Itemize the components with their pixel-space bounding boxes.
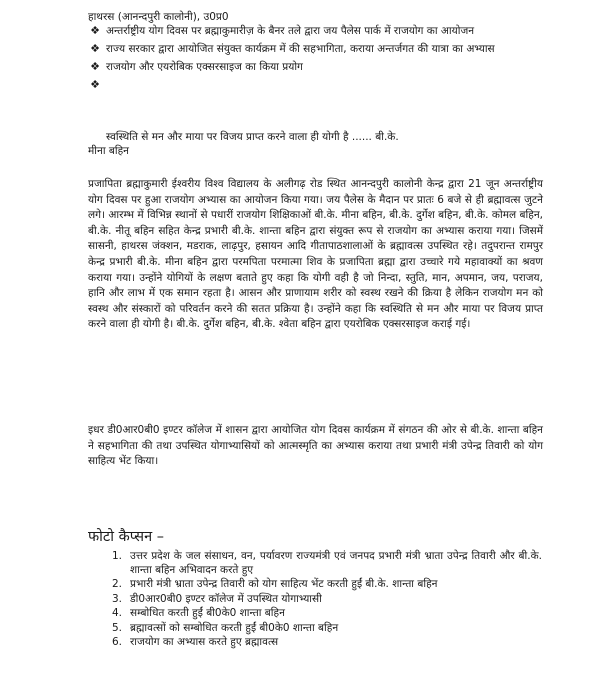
photo-caption-title: फोटो कैप्सन –	[88, 529, 165, 545]
highlight-item	[88, 60, 543, 74]
caption-item	[112, 593, 542, 607]
caption-item	[112, 550, 542, 577]
caption-number: 4.	[112, 607, 123, 619]
caption-text: राजयोग का अभ्यास करते हुए ब्रह्मावत्स	[130, 636, 279, 648]
caption-item	[112, 622, 542, 636]
caption-number: 2.	[112, 578, 123, 590]
diamond-bullet-icon: ❖	[90, 24, 100, 37]
caption-text: उत्तर प्रदेश के जल संसाधन, वन, पर्यावरण राज्यमंत्री एवं जनपद प्रभारी मंत्री भ्राता उपेन्द्र तिवारी और बी.के. शान्ता बहिन अभिवादन करते हुए	[130, 550, 542, 576]
location-header: हाथरस (आनन्दपुरी कालोनी), उ0प्र0	[88, 11, 229, 23]
diamond-bullet-icon: ❖	[90, 42, 100, 55]
highlight-text: राज्य सरकार द्वारा आयोजित संयुक्त कार्यक्रम में की सहभागिता, कराया अन्तर्जगत की यात्रा का अभ्यास	[106, 43, 495, 55]
photo-caption-list	[112, 550, 542, 651]
quote-headline	[88, 130, 543, 158]
caption-number: 1.	[112, 550, 123, 562]
caption-number: 6.	[112, 636, 123, 648]
caption-text: डी0आर0बी0 इण्टर कॉलेज में उपस्थित योगाभ्यासी	[130, 592, 322, 605]
highlight-item	[88, 24, 543, 38]
diamond-bullet-icon: ❖	[90, 60, 100, 73]
caption-number: 3.	[112, 592, 123, 605]
highlight-text: राजयोग और एयरोबिक एक्सरसाइज का किया प्रयोग	[106, 61, 303, 73]
body-paragraph-2: इधर डी0आर0बी0 इण्टर कॉलेज में शासन द्वारा आयोजित योग दिवस कार्यक्रम में संगठन की ओर से बी.के. शान्ता बहिन ने सहभागिता की तथा उपस्थित योगाभ्यासियों को आत्मस्मृति का अभ्यास कराया तथा प्रभारी मंत्री उपेन्द्र तिवारी को योग साहित्य भेंट किया।	[88, 424, 543, 468]
caption-item	[112, 578, 542, 592]
highlight-item	[88, 42, 543, 56]
highlight-text: अन्तर्राष्ट्रीय योग दिवस पर ब्रह्माकुमारीज़ के बैनर तले द्वारा जय पैलेस पार्क में राजयोग का आयोजन	[106, 25, 475, 37]
caption-text: सम्बोधित करती हुईं बी0के0 शान्ता बहिन	[130, 607, 285, 619]
quote-line-2: मीना बहिन	[88, 145, 130, 157]
body-paragraph-1: प्रजापिता ब्रह्माकुमारी ईश्वरीय विश्व विद्यालय के अलीगढ़ रोड स्थित आनन्दपुरी कालोनी केन्द्र द्वारा 21 जून अन्तर्राष्ट्रीय योग दिवस पर हुआ राजयोग अभ्यास का आयोजन किया गया। जय पैलेस के मैदान पर प्रातः 6 बजे से ही ब्रह्मावत्स जुटने लगे। आरम्भ में विभिन्न स्थानों से पधारीं राजयोग शिक्षिकाओं बी.के. मीना बहिन, बी.के. दुर्गेश बहिन, बी.के. कोमल बहिन, बी.के. नीतू बहिन सहित केन्द्र प्रभारी बी.के. शान्ता बहिन द्वारा संयुक्त रूप से राजयोग का अभ्यास कराया गया। जिसमें सासनी, हाथरस जंक्शन, मडराक, लाढ़पुर, हसायन आदि गीतापाठशालाओं के ब्रह्मावत्स उपस्थित रहे। तदुपरान्त रामपुर केन्द्र प्रभारी बी.के. मीना बहिन द्वारा परमपिता परमात्मा शिव के प्रजापिता ब्रह्मा द्वारा उच्चारे गये महावाक्यों का श्रवण कराया गया। उन्होंने योगियों के लक्षण बताते हुए कहा कि योगी वही है जो निन्दा, स्तुति, मान, अपमान, जय, पराजय, हानि और लाभ में एक समान रहता है। आसन और प्राणायाम शरीर को स्वस्थ रखने की क्रिया है लेकिन राजयोग मन को स्वस्थ और संस्कारों को परिवर्तन करने की सतत प्रक्रिया है। उन्होंने कहा कि स्वस्थिति से मन और माया पर विजय प्राप्त करने वाला ही योगी है। बी.के. दुर्गेश बहिन, बी.के. श्वेता बहिन द्वारा एयरोबिक एक्सरसाइज कराई गई।	[88, 178, 543, 331]
caption-text: ब्रह्मावत्सों को सम्बोधित करती हुईं बी0के0 शान्ता बहिन	[130, 621, 339, 634]
caption-number: 5.	[112, 621, 123, 634]
diamond-bullet-icon: ❖	[90, 78, 100, 91]
caption-item	[112, 607, 542, 621]
caption-item	[112, 636, 542, 650]
highlights-list	[88, 24, 543, 91]
caption-text: प्रभारी मंत्री भ्राता उपेन्द्र तिवारी को योग साहित्य भेंट करती हुईं बी.के. शान्ता बहिन	[130, 578, 438, 590]
quote-line-1: स्वस्थिति से मन और माया पर विजय प्राप्त करने वाला ही योगी है ...... बी.के.	[106, 131, 399, 143]
